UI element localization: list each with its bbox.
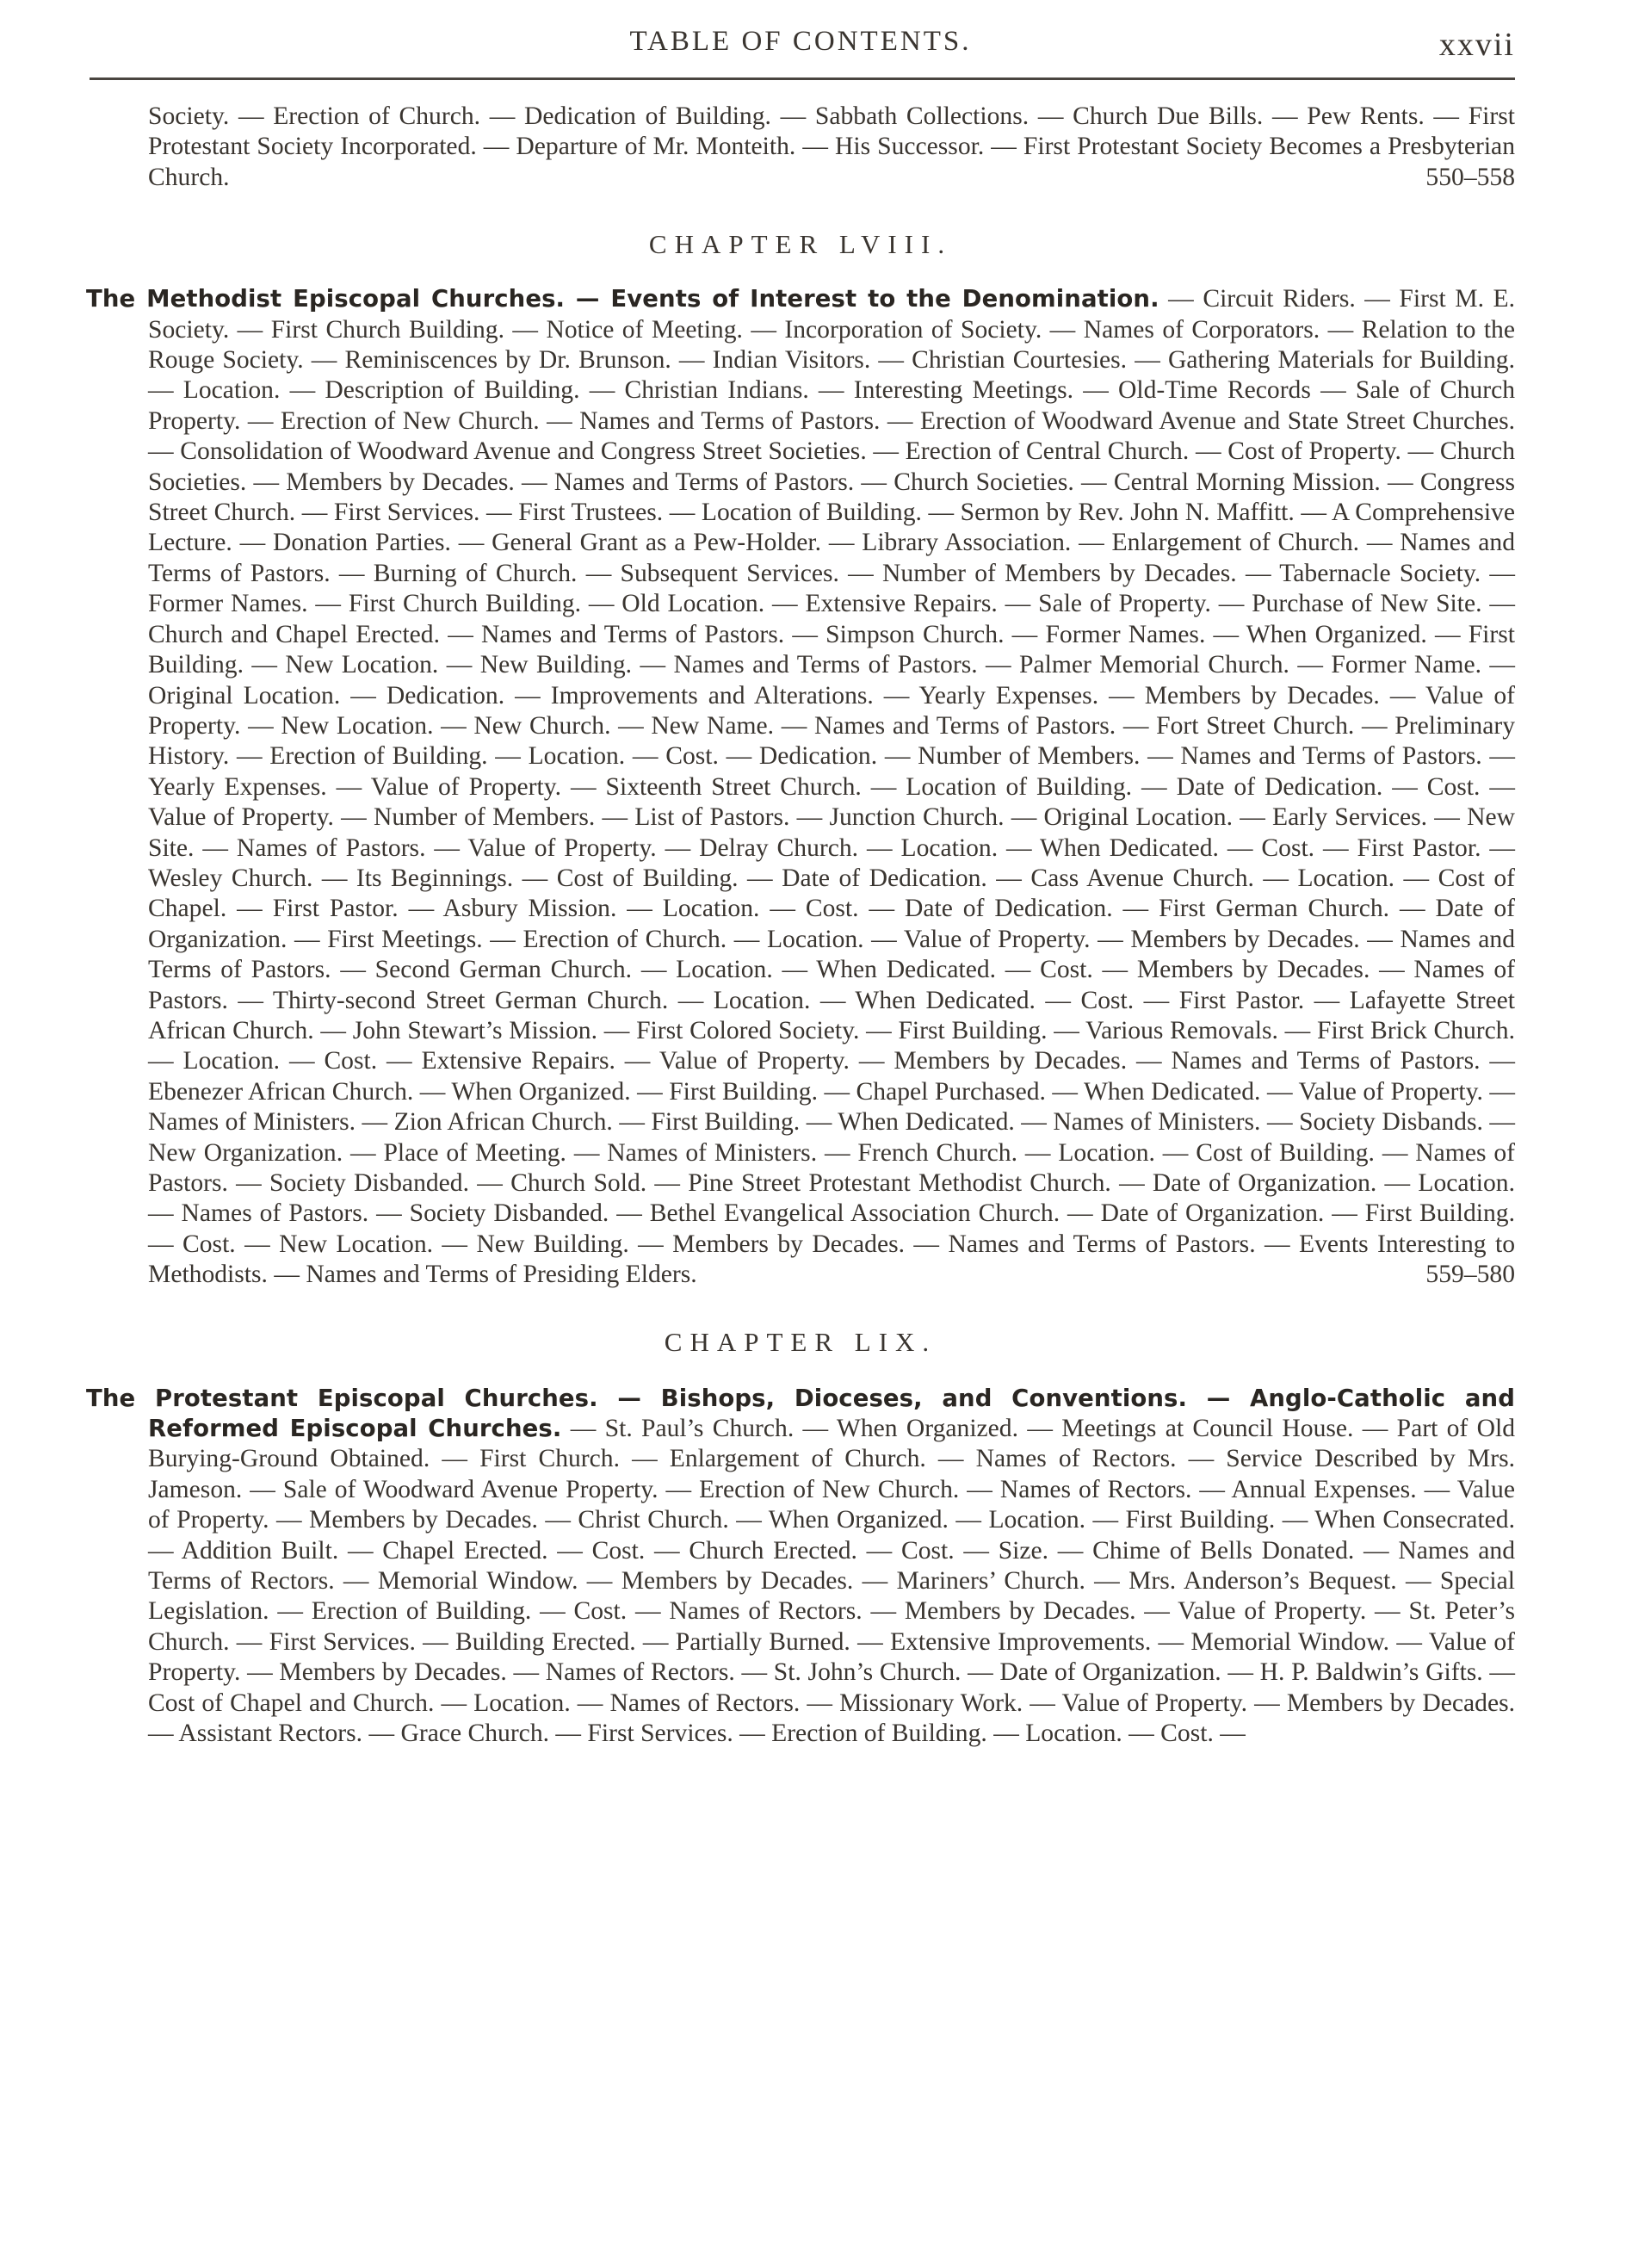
chapter-heading: CHAPTER LIX. bbox=[664, 1326, 937, 1357]
running-head-title: TABLE OF CONTENTS. bbox=[629, 26, 972, 57]
entry-text: — St. Paul’s Church. — When Organized. — Meetings at Council House. — Part of Old Burying-Ground Obtained. — First Church. — Enlargement of Church. — Names of Rectors. — Service Described by Mrs. Jameson. — Sale of Woodward Avenue Property. — Erection of New Church. — Names of Rectors. — Annual Expenses. — Value of Property. — Members by Decades. — Christ Church. — When Organized. — Location. — First Building. — When Consecrated. — Addition Built. — Chapel Erected. — Cost. — Church Erected. — Cost. — Size. — Chime of Bells Donated. — Names and Terms of Rectors. — Memorial Window. — Members by Decades. — Mariners’ Church. — Mrs. Anderson’s Bequest. — Special Legislation. — Erection of Building. — Cost. — Names of Rectors. — Members by Decades. — Value of Property. — St. Peter’s Church. — First Services. — Building Erected. — Partially Burned. — Extensive Improvements. — Memorial Window. — Value of Property. — Members by Decades. — Names of Rectors. — St. John’s Church. — Date of Organization. — H. P. Baldwin’s Gifts. — Cost of Chapel and Church. — Location. — Names of Rectors. — Missionary Work. — Value of Property. — Members by Decades. — Assistant Rectors. — Grace Church. — First Services. — Erection of Building. — Location. — Cost. — bbox=[148, 1415, 1515, 1748]
page-range: 550–558 bbox=[1425, 163, 1515, 191]
page-range: 559–580 bbox=[1425, 1261, 1515, 1289]
chapter-heading: CHAPTER LVIII. bbox=[648, 229, 953, 260]
entry-heading: The Protestant Episcopal Churches. — Bishops, Dioceses, and Conventions. — Anglo-Catholic and Reformed Episcopal Churches. bbox=[86, 1384, 1515, 1443]
page-number: xxvii bbox=[1438, 27, 1515, 63]
contents-body bbox=[86, 102, 1515, 1750]
chapter-entry bbox=[86, 284, 1515, 1290]
continued-entry bbox=[86, 102, 1515, 193]
entry-text: — Circuit Riders. — First M. E. Society. — First Church Building. — Notice of Meeting. — Incorporation of Society. — Names of Corporators. — Relation to the Rouge Society. — Reminiscences by Dr. Brunson. — Indian Visitors. — Christian Courtesies. — Gathering Materials for Building. — Location. — Description of Building. — Christian Indians. — Interesting Meetings. — Old-Time Records — Sale of Church Property. — Erection of New Church. — Names and Terms of Pastors. — Erection of Woodward Avenue and State Street Churches. — Consolidation of Woodward Avenue and Congress Street Societies. — Erection of Central Church. — Cost of Property. — Church Societies. — Members by Decades. — Names and Terms of Pastors. — Church Societies. — Central Morning Mission. — Congress Street Church. — First Services. — First Trustees. — Location of Building. — Sermon by Rev. John N. Maffitt. — A Comprehensive Lecture. — Donation Parties. — General Grant as a Pew-Holder. — Library Association. — Enlargement of Church. — Names and Terms of Pastors. — Burning of Church. — Subsequent Services. — Number of Members by Decades. — Tabernacle Society. — Former Names. — First Church Building. — Old Location. — Extensive Repairs. — Sale of Property. — Purchase of New Site. — Church and Chapel Erected. — Names and Terms of Pastors. — Simpson Church. — Former Names. — When Organized. — First Building. — New Location. — New Building. — Names and Terms of Pastors. — Palmer Memorial Church. — Former Name. — Original Location. — Dedication. — Improvements and Alterations. — Yearly Expenses. — Members by Decades. — Value of Property. — New Location. — New Church. — New Name. — Names and Terms of Pastors. — Fort Street Church. — Preliminary History. — Erection of Building. — Location. — Cost. — Dedication. — Number of Members. — Names and Terms of Pastors. — Yearly Expenses. — Value of Property. — Sixteenth Street Church. — Location of Building. — Date of Dedication. — Cost. — Value of Property. — Number of Members. — List of Pastors. — Junction Church. — Original Location. — Early Services. — New Site. — Names of Pastors. — Value of Property. — Delray Church. — Location. — When Dedicated. — Cost. — First Pastor. — Wesley Church. — Its Beginnings. — Cost of Building. — Date of Dedication. — Cass Avenue Church. — Location. — Cost of Chapel. — First Pastor. — Asbury Mission. — Location. — Cost. — Date of Dedication. — First German Church. — Date of Organization. — First Meetings. — Erection of Church. — Location. — Value of Property. — Members by Decades. — Names and Terms of Pastors. — Second German Church. — Location. — When Dedicated. — Cost. — Members by Decades. — Names of Pastors. — Thirty-second Street German Church. — Location. — When Dedicated. — Cost. — First Pastor. — Lafayette Street African Church. — John Stewart’s Mission. — First Colored Society. — First Building. — Various Removals. — First Brick Church. — Location. — Cost. — Extensive Repairs. — Value of Property. — Members by Decades. — Names and Terms of Pastors. — Ebenezer African Church. — When Organized. — First Building. — Chapel Purchased. — When Dedicated. — Value of Property. — Names of Ministers. — Zion African Church. — First Building. — When Dedicated. — Names of Ministers. — Society Disbands. — New Organization. — Place of Meeting. — Names of Ministers. — French Church. — Location. — Cost of Building. — Names of Pastors. — Society Disbanded. — Church Sold. — Pine Street Protestant Methodist Church. — Date of Organization. — Location. — Names of Pastors. — Society Disbanded. — Bethel Evangelical Association Church. — Date of Organization. — First Building. — Cost. — New Location. — New Building. — Members by Decades. — Names and Terms of Pastors. — Events Interesting to Methodists. — Names and Terms of Presiding Elders. bbox=[148, 285, 1515, 1289]
entry-heading: The Methodist Episcopal Churches. — Events of Interest to the Denomination. bbox=[86, 285, 1159, 313]
chapter-entry bbox=[86, 1384, 1515, 1750]
running-head bbox=[86, 26, 1515, 67]
entry-text: Society. — Erection of Church. — Dedication of Building. — Sabbath Collections. — Church Due Bills. — Pew Rents. — First Protestant Society Incorporated. — Departure of Mr. Monteith. — His Successor. — First Protestant Society Becomes a Presbyterian Church. bbox=[148, 102, 1515, 191]
header-rule bbox=[90, 77, 1515, 80]
